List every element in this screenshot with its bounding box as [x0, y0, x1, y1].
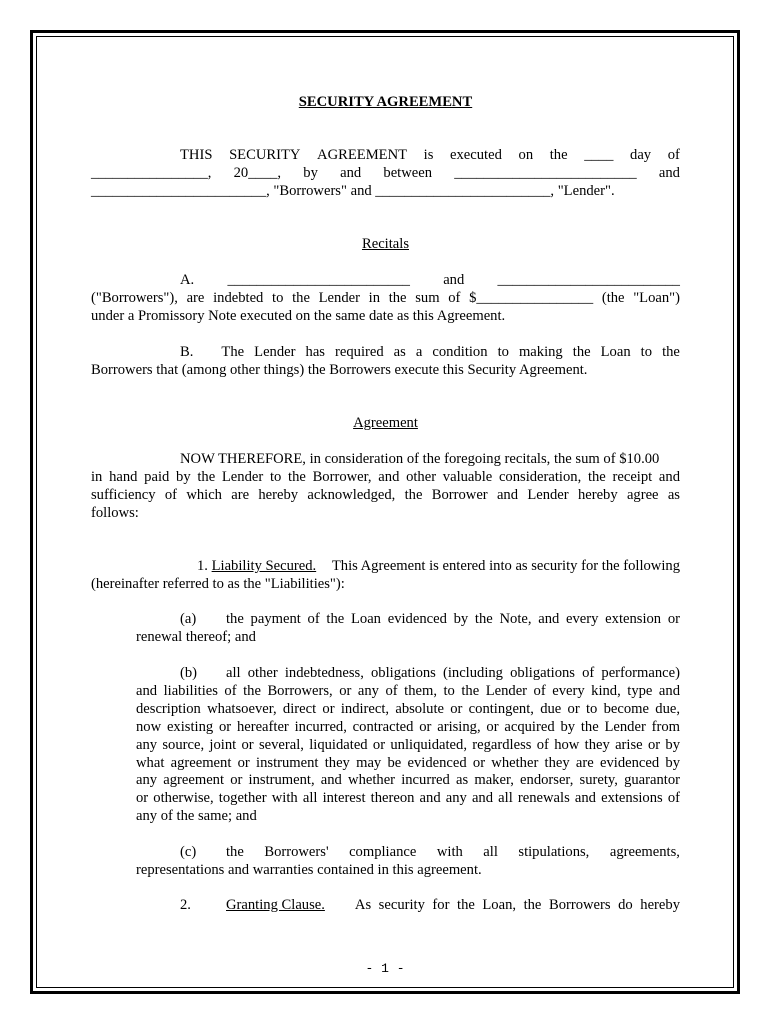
intro-line-1: THIS SECURITY AGREEMENT is executed on the ____ day of: [180, 147, 680, 163]
recital-a-line-1: A. _________________________ and _________________________: [180, 272, 680, 288]
section-2-text: As security for the Loan, the Borrowers do hereby: [354, 897, 680, 913]
now-therefore-line-2: in hand paid by the Lender to the Borrower, and other valuable consideration, the receipt and: [91, 468, 680, 485]
now-therefore-line-1: NOW THEREFORE, in consideration of the foregoing recitals, the sum of $10.00: [180, 451, 660, 467]
item-b-line: what agreement or instrument they may be evidenced or whether they are evidenced by: [136, 754, 680, 771]
item-b-line: or otherwise, together with all interest thereon and any and all renewals and extensions of: [136, 790, 680, 807]
recital-a-line-3: under a Promissory Note executed on the same date as this Agreement.: [91, 307, 506, 324]
now-therefore-line-4: follows:: [91, 504, 139, 521]
section-1: [91, 558, 680, 594]
intro-line-2: ________________, 20____, by and between _________________________ and: [91, 164, 680, 181]
item-b-line: any agreement or instrument, and whether incurred as maker, endorser, surety, guarantor: [136, 772, 680, 789]
item-a-line-1: (a) the payment of the Loan evidenced by the Note, and every extension or: [180, 611, 680, 627]
item-b-line: now existing or hereafter incurred, contracted or arising, or acquired by the Lender from: [136, 718, 680, 735]
now-therefore-line-3: sufficiency of which are hereby acknowledged, the Borrower and Lender hereby agree as: [91, 486, 680, 503]
recital-a-line-2: ("Borrowers"), are indebted to the Lender in the sum of $________________ (the "Loan"): [91, 289, 680, 306]
item-c: [136, 844, 680, 880]
document-title: SECURITY AGREEMENT: [298, 94, 473, 110]
item-b-label: (b): [180, 665, 198, 681]
recital-b: [91, 344, 680, 380]
section-1-heading: Liability Secured.: [211, 558, 317, 574]
item-c-line-1: (c) the Borrowers' compliance with all stipulations, agreements,: [180, 844, 680, 860]
item-b-line-1: (b) all other indebtedness, obligations (including obligations of performance): [180, 665, 680, 681]
agreement-heading: Agreement: [353, 415, 418, 431]
item-b-line: and liabilities of the Borrowers, or any of them, to the Lender of every kind, type and: [136, 682, 680, 699]
section-2-heading: Granting Clause.: [226, 897, 325, 913]
item-a-label: (a): [180, 611, 197, 627]
recitals-heading: Recitals: [361, 236, 409, 252]
intro-paragraph: [91, 147, 680, 201]
section-1-number: 1.: [197, 558, 208, 574]
section-2: [91, 897, 680, 915]
recital-b-line-1: B. The Lender has required as a condition to making the Loan to the: [180, 344, 680, 360]
section-1-line-2: (hereinafter referred to as the "Liabilities"):: [91, 575, 345, 592]
now-therefore-paragraph: [91, 451, 680, 523]
item-b-last-line: any of the same; and: [136, 808, 257, 825]
item-b-line: description whatsoever, direct or indirect, absolute or contingent, due or to become due,: [136, 700, 680, 717]
recital-b-line-2: Borrowers that (among other things) the Borrowers execute this Security Agreement.: [91, 361, 588, 378]
page-number: - 1 -: [365, 961, 405, 976]
item-a: [136, 611, 680, 647]
item-b: [136, 665, 680, 826]
item-c-label: (c): [180, 844, 197, 860]
item-a-line-2: renewal thereof; and: [136, 628, 256, 645]
section-2-line-1: [91, 897, 680, 915]
section-2-number: 2.: [180, 897, 191, 913]
intro-line-3: ________________________, "Borrowers" and ________________________, "Lender".: [91, 182, 615, 199]
item-b-line: any source, joint or several, liquidated or unliquidated, regardless of how they arise or by: [136, 736, 680, 753]
recital-a: [91, 272, 680, 326]
item-c-line-2: representations and warranties contained in this agreement.: [136, 861, 482, 878]
section-1-text: This Agreement is entered into as security for the following: [331, 558, 680, 574]
section-1-line-1: [91, 558, 680, 576]
